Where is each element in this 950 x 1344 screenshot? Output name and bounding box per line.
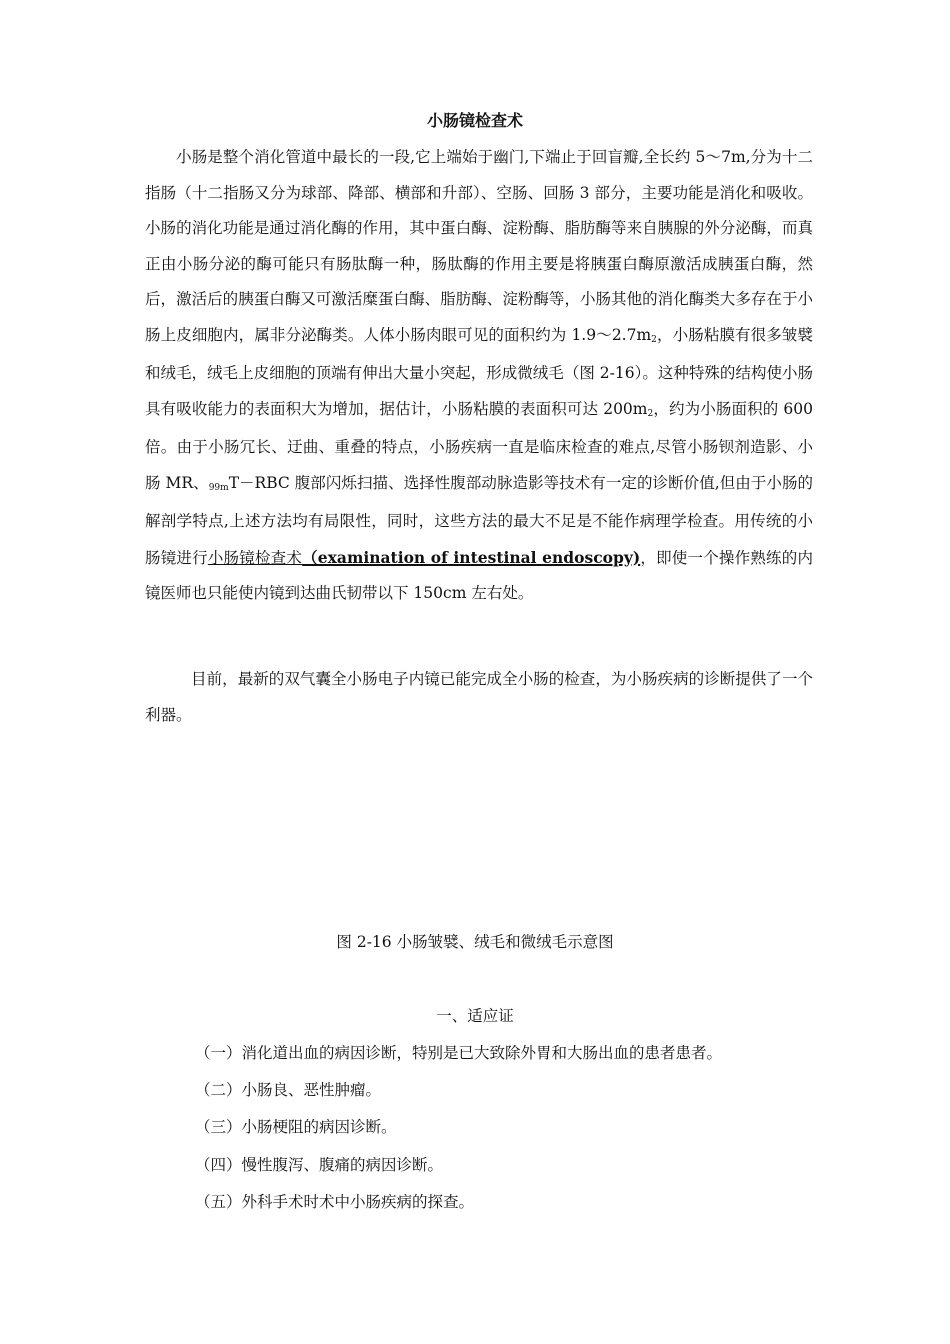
indication-item: （三）小肠梗阻的病因诊断。 (195, 1118, 397, 1136)
intro-text-a: 小肠是整个消化管道中最长的一段,它上端始于幽门,下端止于回盲瓣,全长约 5～7m,分为十二指肠（十二指肠又分为球部、降部、横部和升部）、空肠、回肠 3 部分，主要功能是消化和吸收。小肠的消化功能是通过消化酶的作用，其中蛋白酶、淀粉酶、脂肪酶等来自胰腺的外分泌酶，而真正由小肠分泌的酶可能只有肠肽酶一种，肠肽酶的作用主要是将胰蛋白酶原激活成胰蛋白酶，然后，激活后的胰蛋白酶又可激活糜蛋白酶、脂肪酶、淀粉酶等，小肠其他的消化酶类大多存在于小肠上皮细胞内，属非分泌酶类。人体小肠肉眼可见的面积约为 1.9～2.7m (145, 148, 813, 344)
figure-caption: 图 2-16 小肠皱襞、绒毛和微绒毛示意图 (336, 933, 614, 951)
intro-text-c: ，约为小肠面积的 600 倍。由于小肠冗长、迂曲、重叠的特点，小肠疾病一直是临床检查的难点,尽管小肠钡剂造影、小肠 MR、 (145, 399, 814, 492)
intro-paragraph (145, 140, 813, 612)
current-status-paragraph (145, 662, 813, 733)
page-title: 小肠镜检查术 (426, 111, 523, 130)
indication-item: （五）外科手术时术中小肠疾病的探查。 (195, 1193, 475, 1211)
isotope-subscript: 99m (208, 482, 229, 493)
term-link-chinese[interactable]: 小肠镜检查术 (207, 548, 303, 567)
unit-superscript-b: 2 (647, 408, 654, 419)
unit-superscript-a: 2 (651, 334, 657, 345)
intro-text-d: T－RBC 腹部闪烁扫描、选择性腹部动脉造影等技术有一定的诊断价值,但由于小肠的解剖学特点,上述方法均有局限性，同时，这些方法的最大不足是不能作病理学检查。用传统的小肠镜进行 (145, 473, 814, 567)
current-status-text: 目前，最新的双气囊全小肠电子内镜已能完成全小肠的检查，为小肠疾病的诊断提供了一个利器。 (145, 670, 813, 724)
intro-text-b: ，小肠粘膜有很多皱襞和绒毛，绒毛上皮细胞的顶端有伸出大量小突起，形成微绒毛（图 2-16）。这种特殊的结构使小肠具有吸收能力的表面积大为增加，据估计，小肠粘膜的表面积可达 200m (145, 325, 813, 418)
indication-item: （一）消化道出血的病因诊断，特别是已大致除外胃和大肠出血的患者患者。 (195, 1044, 723, 1062)
intro-text-e: ，即使一个操作熟练的内镜医师也只能使内镜到达曲氏韧带以下 150cm 左右处。 (145, 548, 813, 602)
term-link-english[interactable]: （examination of intestinal endoscopy) (302, 547, 641, 567)
indication-item: （四）慢性腹泻、腹痛的病因诊断。 (195, 1156, 444, 1174)
section-heading-indications: 一、适应证 (436, 1007, 514, 1025)
indication-item: （二）小肠良、恶性肿瘤。 (195, 1081, 382, 1099)
